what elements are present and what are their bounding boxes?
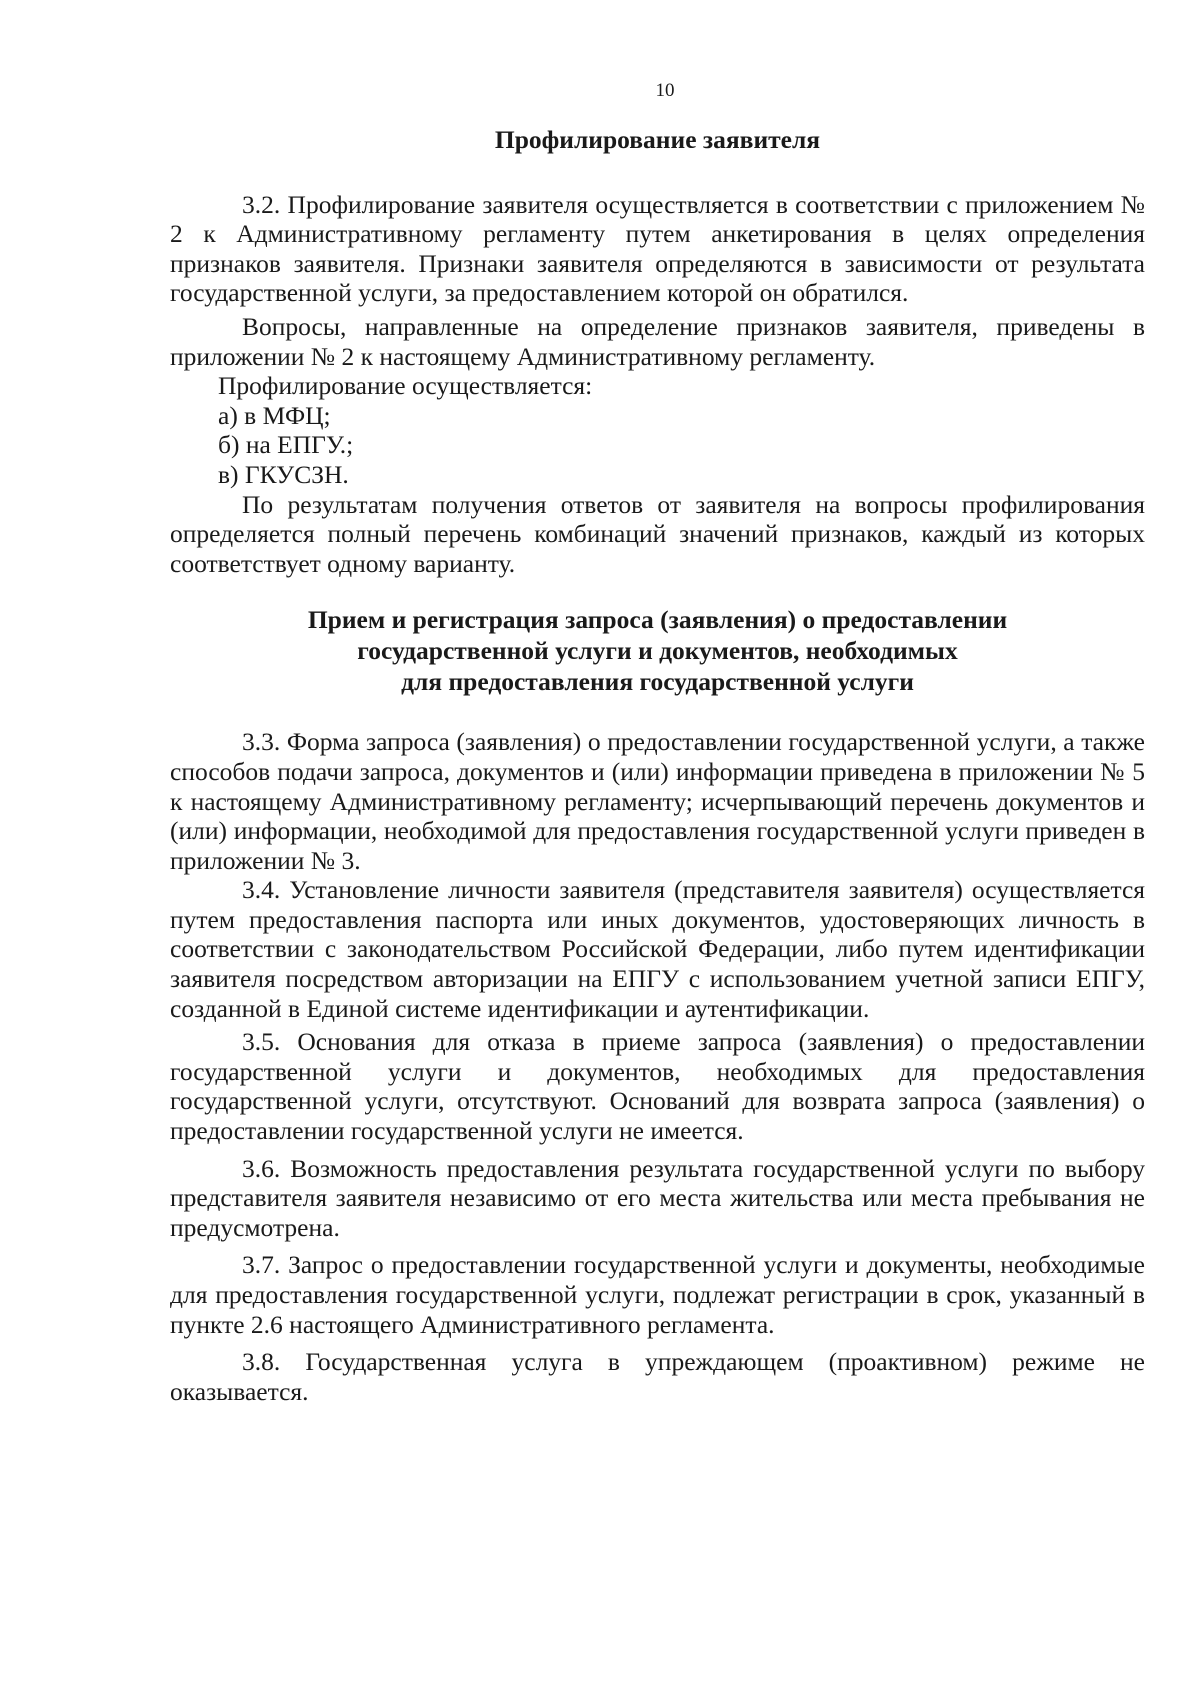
list-item-gkuszn: в) ГКУСЗН. <box>218 459 349 489</box>
paragraph-3-6: 3.6. Возможность предоставления результата государственной услуги по выбору представителя заявителя независимо от его места жительства или места пребывания не предусмотрена. <box>170 1153 1145 1242</box>
paragraph-3-8: 3.8. Государственная услуга в упреждающем (проактивном) режиме не оказывается. <box>170 1347 1145 1406</box>
paragraph-questions: Вопросы, направленные на определение признаков заявителя, приведены в приложении № 2 к настоящему Административному регламенту. <box>170 311 1145 371</box>
page-number: 10 <box>655 80 675 101</box>
heading-line-1: Прием и регистрация запроса (заявления) о предоставлении <box>307 605 1008 635</box>
document-body <box>170 125 1145 1406</box>
section-heading-registration <box>170 604 1145 697</box>
paragraph-profiling-results: По результатам получения ответов от заявителя на вопросы профилирования определяется полный перечень комбинаций значений признаков, каждый из которых соответствует одному варианту. <box>170 489 1145 578</box>
section-request-registration <box>170 604 1145 1406</box>
heading-line-3: для предоставления государственной услуги <box>401 667 914 697</box>
paragraph-3-2: 3.2. Профилирование заявителя осуществляется в соответствии с приложением № 2 к Административному регламенту путем анкетирования в целях определения признаков заявителя. Признаки заявителя определяются в зависимости от результата государственной услуги, за предоставлением которой он обратился. <box>170 189 1145 308</box>
section-heading-profiling: Профилирование заявителя <box>494 125 821 154</box>
section-applicant-profiling <box>170 125 1145 578</box>
list-item-epgu: б) на ЕПГУ.; <box>218 430 354 460</box>
paragraph-3-4: 3.4. Установление личности заявителя (представителя заявителя) осуществляется путем предоставления паспорта или иных документов, удостоверяющих личность в соответствии с законодательством Российской Федерации, либо путем идентификации заявителя посредством авторизации на ЕПГУ с использованием учетной записи ЕПГУ, созданной в Единой системе идентификации и аутентификации. <box>170 875 1145 1023</box>
paragraph-profiling-places: Профилирование осуществляется: <box>218 371 593 401</box>
heading-line-2: государственной услуги и документов, необходимых <box>357 636 958 666</box>
paragraph-3-5: 3.5. Основания для отказа в приеме запроса (заявления) о предоставлении государственной услуги и документов, необходимых для предоставления государственной услуги, отсутствуют. Оснований для возврата запроса (заявления) о предоставлении государственной услуги не имеется. <box>170 1027 1145 1146</box>
list-item-mfc: а) в МФЦ; <box>218 400 331 430</box>
paragraph-3-7: 3.7. Запрос о предоставлении государственной услуги и документы, необходимые для предоставления государственной услуги, подлежат регистрации в срок, указанный в пункте 2.6 настоящего Административного регламента. <box>170 1250 1145 1339</box>
paragraph-3-3: 3.3. Форма запроса (заявления) о предоставлении государственной услуги, а также способов подачи запроса, документов и (или) информации приведена в приложении № 5 к настоящему Административному регламенту; исчерпывающий перечень документов и (или) информации, необходимой для предоставления государственной услуги приведен в приложении № 3. <box>170 727 1145 875</box>
